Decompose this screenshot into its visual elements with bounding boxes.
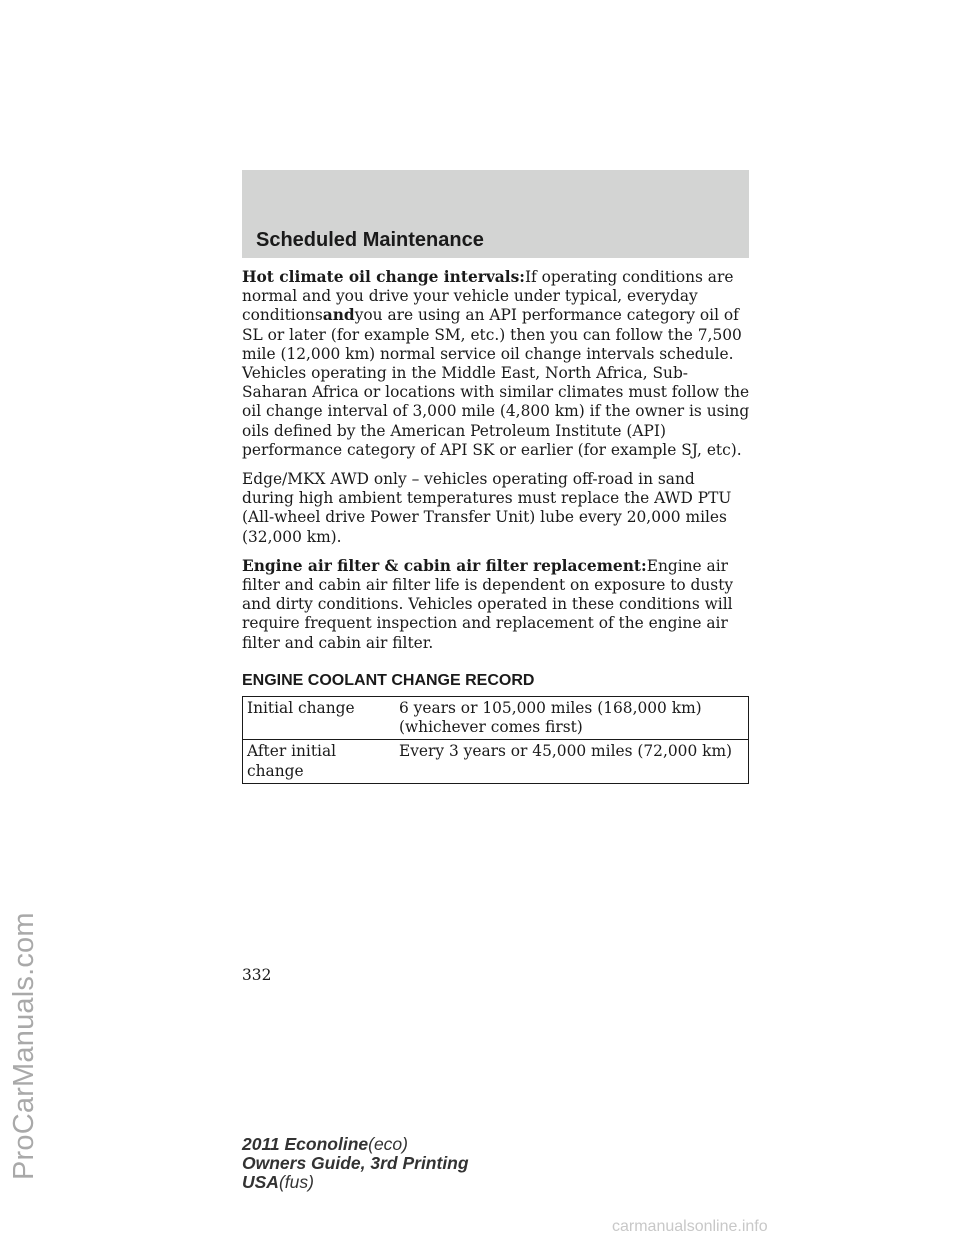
air-filter-paragraph [242, 557, 750, 653]
footer-model-name: 2011 Econoline [242, 1134, 369, 1154]
page-content [242, 268, 750, 784]
row-value-line: 6 years or 105,000 miles (168,000 km) [399, 699, 702, 718]
bottom-watermark: carmanualsonline.info [612, 1218, 768, 1235]
section-header-band [242, 170, 749, 258]
hot-climate-text-1: If operating conditions are normal and you drive your vehicle under typical, everyday conditions [242, 268, 734, 325]
row-value-line: Every 3 years or 45,000 miles (72,000 km) [399, 742, 733, 761]
coolant-record-heading: ENGINE COOLANT CHANGE RECORD [242, 671, 535, 689]
footer-line-model [242, 1135, 469, 1154]
coolant-record-table [242, 696, 749, 784]
row-label: After initial change [243, 740, 396, 783]
row-value [395, 697, 749, 740]
footer-region-code: (fus) [278, 1172, 314, 1192]
row-value [395, 740, 749, 783]
hot-climate-text-2: you are using an API performance category oil of SL or later (for example SM, etc.) then you can follow the 7,500 mile (12,000 km) normal service oil change intervals schedule. Vehicles operating in the Middle East, North Africa, Sub-Saharan Africa or locations with similar climates must follow the oil change interval of 3,000 mile (4,800 km) if the owner is using oils defined by the American Petroleum Institute (API) performance category of API SK or earlier (for example SJ, etc). [242, 306, 750, 459]
row-label: Initial change [243, 697, 396, 740]
edge-mkx-paragraph: Edge/MKX AWD only – vehicles operating off-road in sand during high ambient temperatures must replace the AWD PTU (All-wheel drive Power Transfer Unit) lube every 20,000 miles (32,000 km). [242, 470, 732, 546]
footer-line-guide: Owners Guide, 3rd Printing [242, 1153, 469, 1173]
air-filter-text: Engine air filter and cabin air filter life is dependent on exposure to dusty and dirty conditions. Vehicles operated in these conditions will require frequent inspection and replacement of the engine air filter and cabin air filter. [242, 556, 734, 652]
footer-region-name: USA [242, 1172, 279, 1192]
air-filter-lead: Engine air filter & cabin air filter replacement: [242, 556, 647, 575]
page-title: Scheduled Maintenance [256, 229, 484, 251]
document-footer [242, 1135, 469, 1192]
footer-model-code: (eco) [368, 1134, 408, 1154]
hot-climate-paragraph [242, 268, 750, 460]
side-watermark: ProCarManuals.com [8, 912, 40, 1180]
table-row [243, 740, 749, 783]
table-row [243, 697, 749, 740]
page-number: 332 [242, 966, 272, 984]
footer-line-region [242, 1173, 469, 1192]
hot-climate-emphasis: and [322, 306, 355, 325]
row-value-line: (whichever comes first) [399, 718, 583, 737]
hot-climate-lead: Hot climate oil change intervals: [242, 268, 525, 286]
